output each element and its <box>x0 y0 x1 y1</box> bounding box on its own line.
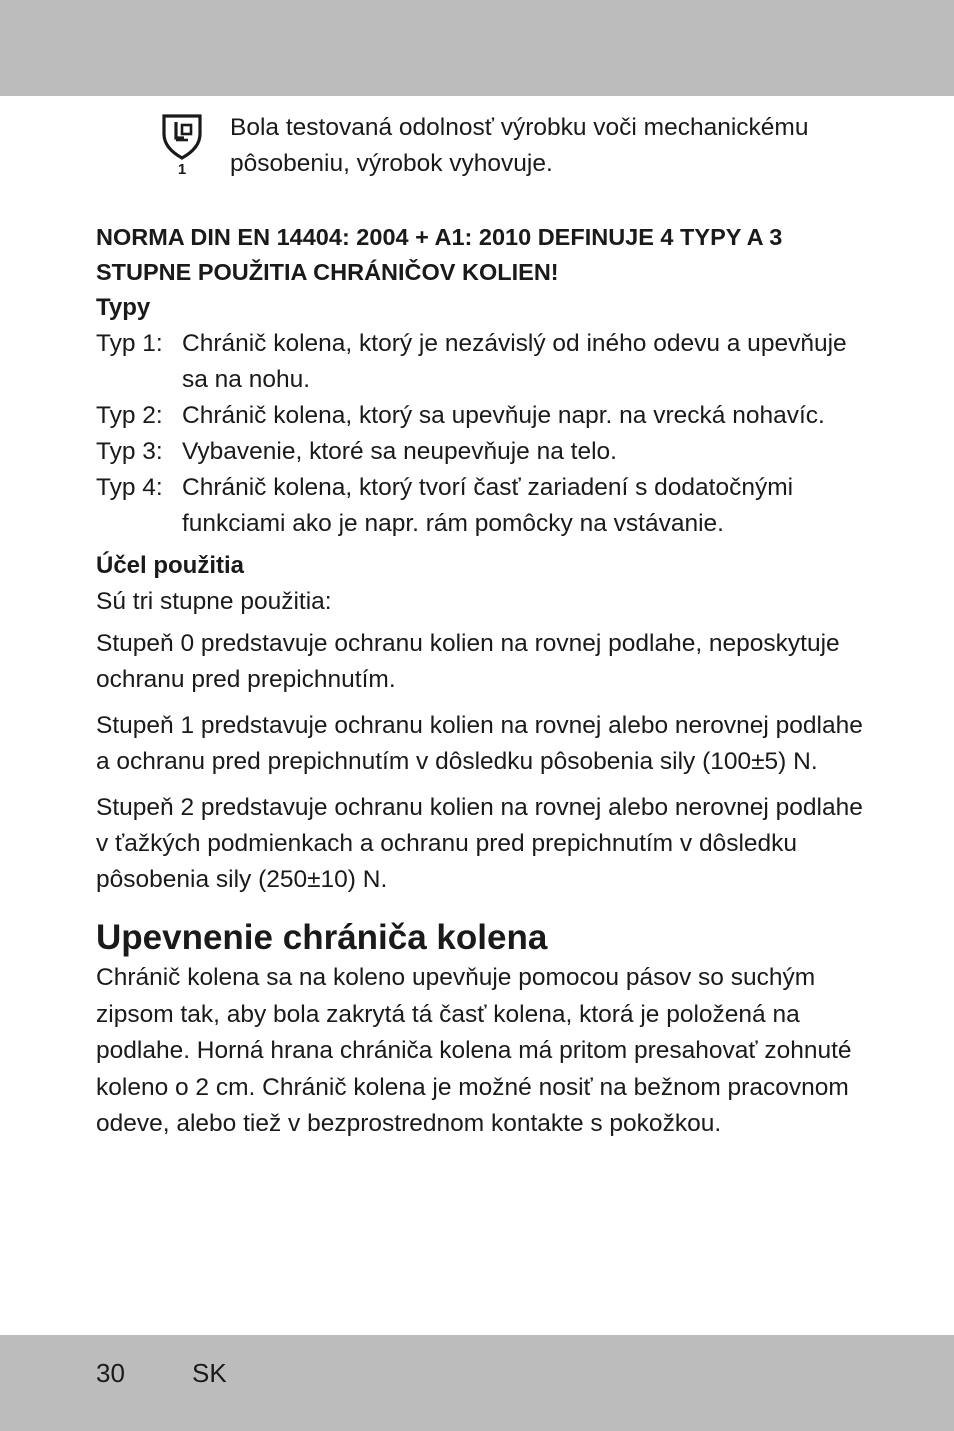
type-label: Typ 4: <box>96 474 163 501</box>
list-item <box>96 470 866 542</box>
types-heading: Typy <box>96 294 151 321</box>
main-content <box>96 220 866 1143</box>
norm-title: NORMA DIN EN 14404: 2004 + A1: 2010 DEFINUJE 4 TYPY A 3 STUPNE POUŽITIA CHRÁNIČOV KOLIEN! <box>96 224 783 285</box>
usage-level-2: Stupeň 2 predstavuje ochranu kolien na rovnej alebo nerovnej podlahe v ťažkých podmienkach a ochranu pred prepichnutím v dôsledku pôsobenia sily (250±10) N. <box>96 794 863 893</box>
protection-level-number: 1 <box>177 161 187 178</box>
intro-text: Bola testovaná odolnosť výrobku voči mechanickému pôsobeniu, výrobok vyhovuje. <box>230 114 809 177</box>
page-number: 30 <box>96 1358 125 1388</box>
usage-level-1: Stupeň 1 predstavuje ochranu kolien na rovnej alebo nerovnej podlahe a ochranu pred prepichnutím v dôsledku pôsobenia sily (100±5) N. <box>96 712 863 775</box>
header-band <box>0 0 954 96</box>
type-label: Typ 3: <box>96 438 163 465</box>
attachment-heading: Upevnenie chrániča kolena <box>96 918 548 957</box>
type-description: Chránič kolena, ktorý je nezávislý od iného odevu a upevňuje sa na nohu. <box>182 330 847 393</box>
list-item <box>96 326 866 398</box>
types-list <box>96 326 866 542</box>
language-code: SK <box>192 1358 227 1388</box>
usage-heading: Účel použitia <box>96 552 245 579</box>
type-description: Vybavenie, ktoré sa neupevňuje na telo. <box>182 438 617 465</box>
attachment-text: Chránič kolena sa na koleno upevňuje pomocou pásov so suchým zipsom tak, aby bola zakrytá tá časť kolena, ktorá je položená na podlahe. Horná hrana chrániča kolena má pritom presahovať zohnuté koleno o 2 cm. Chránič kolena je možné nosiť na bežnom pracovnom odeve, alebo tiež v bezprostrednom kontakte s pokožkou. <box>96 964 852 1137</box>
list-item <box>96 434 866 470</box>
footer-band <box>0 1335 954 1431</box>
type-description: Chránič kolena, ktorý sa upevňuje napr. na vrecká nohavíc. <box>182 402 825 429</box>
protective-shield-knee-icon <box>160 112 208 184</box>
type-description: Chránič kolena, ktorý tvorí časť zariadení s dodatočnými funkciami ako je napr. rám pomôcky na vstávanie. <box>182 474 794 537</box>
list-item <box>96 398 866 434</box>
type-label: Typ 2: <box>96 402 163 429</box>
usage-intro: Sú tri stupne použitia: <box>96 588 332 615</box>
usage-level-0: Stupeň 0 predstavuje ochranu kolien na rovnej podlahe, neposkytuje ochranu pred prepichnutím. <box>96 630 840 693</box>
type-label: Typ 1: <box>96 330 163 357</box>
